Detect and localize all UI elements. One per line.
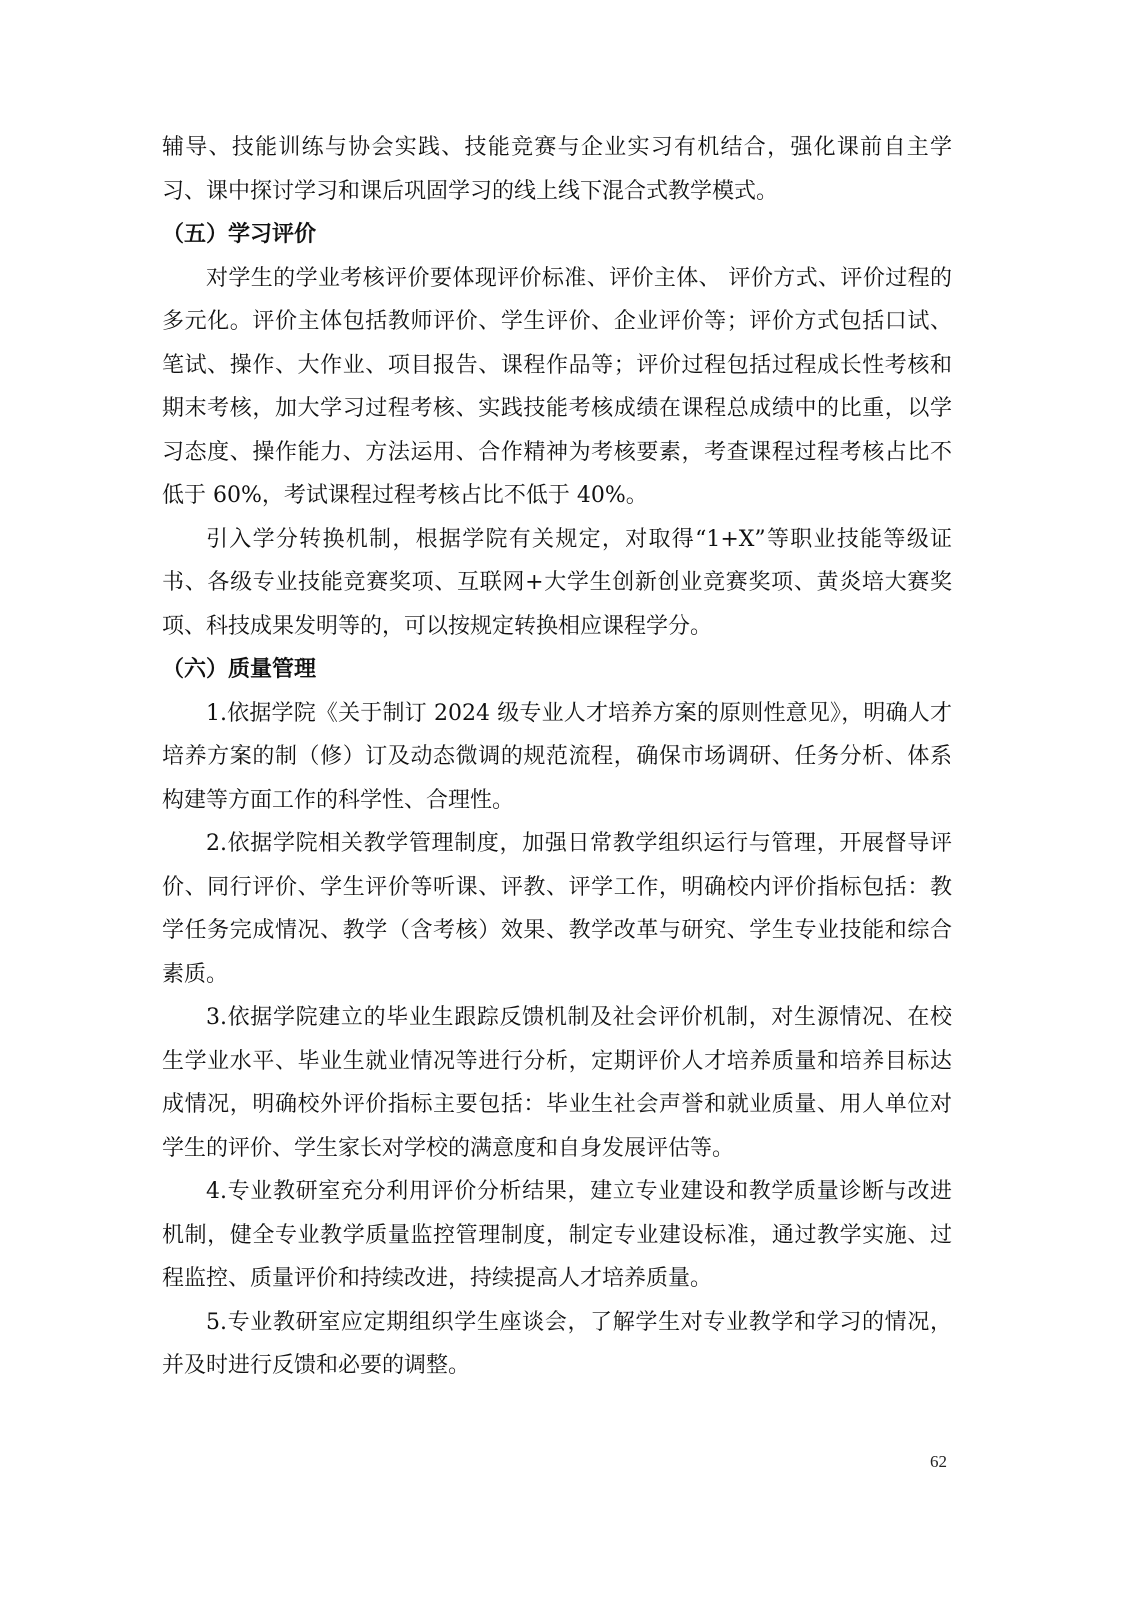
section-heading-quality-management: （六）质量管理 xyxy=(162,657,317,682)
evaluation-paragraph: 对学生的学业考核评价要体现评价标准、评价主体、 评价方式、评价过程的多元化。评价主体包括教师评价、学生评价、企业评价等；评价方式包括口试、笔试、操作、大作业、项目报告、课程作品等；评价过程包括过程成长性考核和期末考核，加大学习过程考核、实践技能考核成绩在课程总成绩中的比重，以学习态度、操作能力、方法运用、合作精神为考核要素，考查课程过程考核占比不低于 60%，考试课程过程考核占比不低于 40%。 xyxy=(162,265,952,508)
page-number: 62 xyxy=(930,1452,947,1471)
continued-paragraph: 辅导、技能训练与协会实践、技能竞赛与企业实习有机结合，强化课前自主学习、课中探讨学习和课后巩固学习的线上线下混合式教学模式。 xyxy=(162,135,952,204)
quality-item-2: 2.依据学院相关教学管理制度，加强日常教学组织运行与管理，开展督导评价、同行评价、学生评价等听课、评教、评学工作，明确校内评价指标包括：教学任务完成情况、教学（含考核）效果、教学改革与研究、学生专业技能和综合素质。 xyxy=(162,831,952,987)
credit-transfer-paragraph: 引入学分转换机制，根据学院有关规定，对取得“1+X”等职业技能等级证书、各级专业技能竞赛奖项、互联网+大学生创新创业竞赛奖项、黄炎培大赛奖项、科技成果发明等的，可以按规定转换相应课程学分。 xyxy=(162,526,952,639)
quality-item-5: 5.专业教研室应定期组织学生座谈会，了解学生对专业教学和学习的情况，并及时进行反馈和必要的调整。 xyxy=(162,1309,952,1378)
quality-item-1: 1.依据学院《关于制订 2024 级专业人才培养方案的原则性意见》，明确人才培养方案的制（修）订及动态微调的规范流程，确保市场调研、任务分析、体系构建等方面工作的科学性、合理性。 xyxy=(162,700,952,813)
quality-item-3: 3.依据学院建立的毕业生跟踪反馈机制及社会评价机制，对生源情况、在校生学业水平、毕业生就业情况等进行分析，定期评价人才培养质量和培养目标达成情况，明确校外评价指标主要包括：毕业生社会声誉和就业质量、用人单位对学生的评价、学生家长对学校的满意度和自身发展评估等。 xyxy=(162,1005,952,1161)
page-body xyxy=(162,126,952,1388)
section-heading-learning-evaluation: （五）学习评价 xyxy=(162,222,317,247)
quality-item-4: 4.专业教研室充分利用评价分析结果，建立专业建设和教学质量诊断与改进机制，健全专业教学质量监控管理制度，制定专业建设标准，通过教学实施、过程监控、质量评价和持续改进，持续提高人才培养质量。 xyxy=(162,1179,952,1291)
